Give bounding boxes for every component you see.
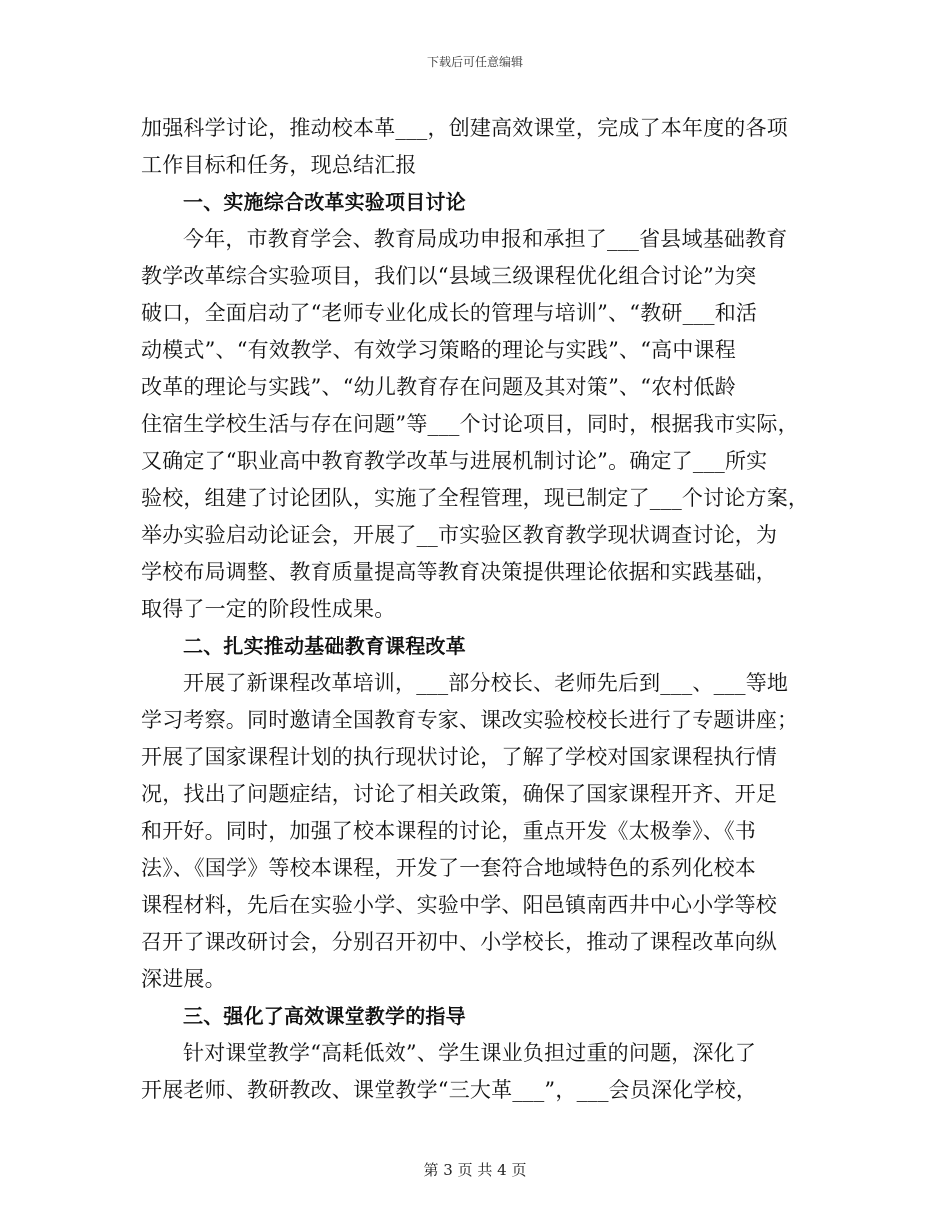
- paragraph-line: 取得了一定的阶段性成果。: [141, 597, 396, 621]
- paragraph-line: 学校布局调整、教育质量提高等教育决策提供理论依据和实践基础，: [141, 560, 777, 584]
- page-header-note: 下载后可任意编辑: [426, 55, 523, 69]
- paragraph-line: 法》、《国学》等校本课程，开发了一套符合地域特色的系列化校本: [141, 856, 756, 880]
- paragraph-line: 针对课堂教学“高耗低效”、学生课业负担过重的问题，深化了: [183, 1041, 757, 1065]
- paragraph-line: 改革的理论与实践”、“幼儿教育存在问题及其对策”、“农村低龄: [141, 375, 736, 399]
- paragraph-line: 召开了课改研讨会，分别召开初中、小学校长，推动了课程改革向纵: [141, 930, 777, 954]
- paragraph-line: 又确定了“职业高中教育教学改革与进展机制讨论”。确定了___所实: [141, 449, 768, 473]
- paragraph-line: 举办实验启动论证会，开展了__市实验区教育教学现状调查讨论，为: [141, 523, 778, 547]
- paragraph-line: 学习考察。同时邀请全国教育专家、课改实验校校长进行了专题讲座；: [141, 708, 799, 732]
- paragraph-line: 教学改革综合实验项目，我们以“县域三级课程优化组合讨论”为突: [141, 264, 757, 288]
- paragraph-line: 破口，全面启动了“老师专业化成长的管理与培训”、“教研___和活: [141, 301, 758, 325]
- section-heading: 二、扎实推动基础教育课程改革: [183, 634, 466, 658]
- paragraph-line: 住宿生学校生活与存在问题”等___个讨论项目，同时，根据我市实际，: [141, 412, 799, 436]
- paragraph-line: 深进展。: [141, 967, 226, 991]
- paragraph-line: 验校，组建了讨论团队，实施了全程管理，现已制定了___个讨论方案，: [141, 486, 810, 510]
- section-heading: 三、强化了高效课堂教学的指导: [183, 1004, 466, 1028]
- paragraph-line: 开展了新课程改革培训，___部分校长、老师先后到___、___等地: [183, 671, 789, 695]
- paragraph-line: 开展老师、教研教改、课堂教学“三大革___”，___会员深化学校，: [141, 1078, 758, 1102]
- section-heading: 一、实施综合改革实验项目讨论: [183, 190, 466, 214]
- page-number-footer: 第 3 页 共 4 页: [423, 1161, 527, 1179]
- paragraph-line: 工作目标和任务，现总结汇报: [141, 153, 417, 177]
- paragraph-line: 况，找出了问题症结，讨论了相关政策，确保了国家课程开齐、开足: [141, 782, 777, 806]
- paragraph-line: 加强科学讨论，推动校本革___，创建高效课堂，完成了本年度的各项: [141, 116, 788, 140]
- paragraph-line: 动模式”、“有效教学、有效学习策略的理论与实践”、“高中课程: [141, 338, 736, 362]
- paragraph-line: 和开好。同时，加强了校本课程的讨论，重点开发《太极拳》、《书: [141, 819, 756, 843]
- paragraph-line: 今年，市教育学会、教育局成功申报和承担了___省县域基础教育: [183, 227, 788, 251]
- paragraph-line: 课程材料，先后在实验小学、实验中学、阳邑镇南西井中心小学等校: [141, 893, 777, 917]
- document-body: [141, 110, 817, 1109]
- paragraph-line: 开展了国家课程计划的执行现状讨论，了解了学校对国家课程执行情: [141, 745, 777, 769]
